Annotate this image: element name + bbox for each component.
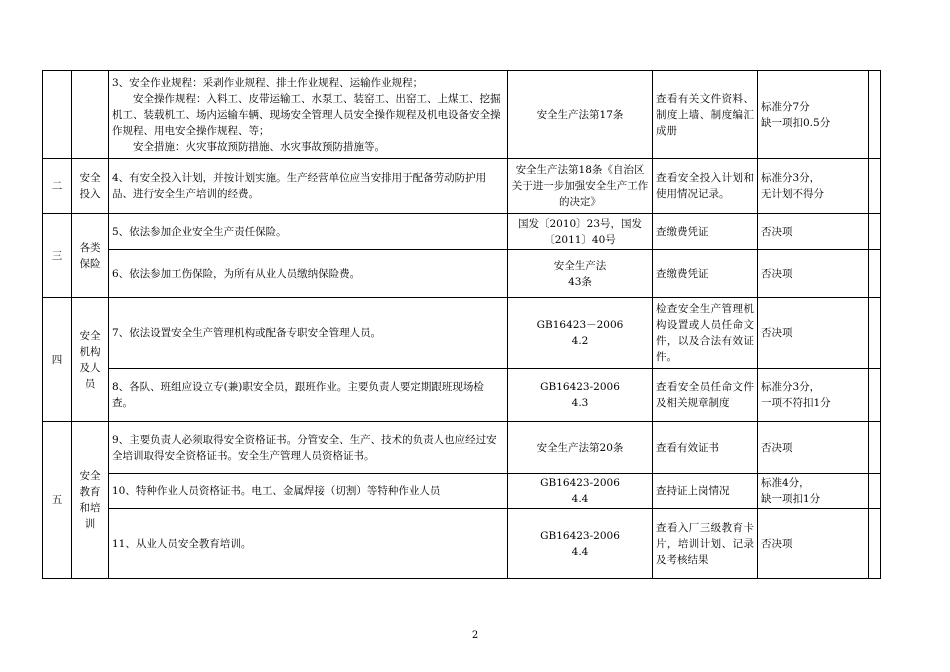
item-content: 4、有安全投入计划，并按计划实施。生产经营单位应当安排用于配备劳动防护用品、进行安全生产培训的经费。 <box>109 159 508 214</box>
item-content: 5、依法参加企业安全生产责任保险。 <box>109 214 508 250</box>
table-row <box>43 159 881 214</box>
page-number: 2 <box>471 630 479 641</box>
section-category: 安全机构及人员 <box>72 298 109 422</box>
score-cell <box>869 298 881 369</box>
score-cell <box>869 159 881 214</box>
inspection-method: 查看有效证书 <box>653 422 758 474</box>
legal-basis: GB16423－2006 4.2 <box>508 298 653 369</box>
section-number: 三 <box>43 214 72 298</box>
section-number: 二 <box>43 159 72 214</box>
legal-basis: 安全生产法 43条 <box>508 250 653 298</box>
legal-basis: GB16423-2006 4.4 <box>508 474 653 509</box>
scoring-standard: 否决项 <box>758 214 869 250</box>
table-row <box>43 509 881 579</box>
score-cell <box>869 422 881 474</box>
scoring-standard: 标准分3分， 一项不符扣1分 <box>758 369 869 422</box>
table-row <box>43 214 881 250</box>
inspection-method: 查缴费凭证 <box>653 214 758 250</box>
item-content: 9、主要负责人必须取得安全资格证书。分管安全、生产、技术的负责人也应经过安全培训取得安全资格证书。安全生产管理人员资格证书。 <box>109 422 508 474</box>
item-content: 10、特种作业人员资格证书。电工、金属焊接（切割）等特种作业人员 <box>109 474 508 509</box>
score-cell <box>869 71 881 159</box>
legal-basis: GB16423-2006 4.3 <box>508 369 653 422</box>
table-row <box>43 369 881 422</box>
category-cell <box>72 71 109 159</box>
scoring-standard: 否决项 <box>758 422 869 474</box>
scoring-standard: 标准分3分， 无计划不得分 <box>758 159 869 214</box>
score-cell <box>869 214 881 250</box>
legal-basis: GB16423-2006 4.4 <box>508 509 653 579</box>
legal-basis: 安全生产法第17条 <box>508 71 653 159</box>
inspection-method: 查看入厂三级教育卡片，培训计划、记录及考核结果 <box>653 509 758 579</box>
assessment-table <box>42 70 881 579</box>
legal-basis: 安全生产法第18条《自治区关于进一步加强安全生产工作的决定》 <box>508 159 653 214</box>
scoring-standard: 标准4分， 缺一项扣1分 <box>758 474 869 509</box>
score-cell <box>869 509 881 579</box>
scoring-standard: 否决项 <box>758 509 869 579</box>
table-row <box>43 71 881 159</box>
item-content: 3、安全作业规程：采剥作业规程、排土作业规程、运输作业规程； 安全操作规程：入料工、皮带运输工、水泵工、装窑工、出窑工、上煤工、挖掘机工、装载机工、场内运输车辆、现场安全管理人员安全操作规程及机电设备安全操作规程、用电安全操作规程、等； 安全措施：火灾事故预防措施、水灾事故预防措施等。 <box>109 71 508 159</box>
inspection-method: 查持证上岗情况 <box>653 474 758 509</box>
section-category: 安全投入 <box>72 159 109 214</box>
scoring-standard: 标准分7分 缺一项扣0.5分 <box>758 71 869 159</box>
section-category: 安全教育和培训 <box>72 422 109 579</box>
legal-basis: 国发〔2010〕23号，国发〔2011〕40号 <box>508 214 653 250</box>
scoring-standard: 否决项 <box>758 250 869 298</box>
item-content: 8、各队、班组应设立专(兼)职安全员，跟班作业。主要负责人要定期跟班现场检查。 <box>109 369 508 422</box>
inspection-method: 检查安全生产管理机构设置或人员任命文件，以及合法有效证件。 <box>653 298 758 369</box>
section-number-cell <box>43 71 72 159</box>
score-cell <box>869 250 881 298</box>
score-cell <box>869 369 881 422</box>
table-row <box>43 250 881 298</box>
inspection-method: 查看安全员任命文件及相关规章制度 <box>653 369 758 422</box>
table-row <box>43 474 881 509</box>
item-content: 11、从业人员安全教育培训。 <box>109 509 508 579</box>
inspection-method: 查看有关文件资料、制度上墙、制度编汇成册 <box>653 71 758 159</box>
section-category: 各类保险 <box>72 214 109 298</box>
table-row <box>43 298 881 369</box>
inspection-method: 查看安全投入计划和使用情况记录。 <box>653 159 758 214</box>
item-content: 7、依法设置安全生产管理机构或配备专职安全管理人员。 <box>109 298 508 369</box>
table-row <box>43 422 881 474</box>
item-content: 6、依法参加工伤保险，为所有从业人员缴纳保险费。 <box>109 250 508 298</box>
legal-basis: 安全生产法第20条 <box>508 422 653 474</box>
scoring-standard: 否决项 <box>758 298 869 369</box>
section-number: 四 <box>43 298 72 422</box>
score-cell <box>869 474 881 509</box>
section-number: 五 <box>43 422 72 579</box>
inspection-method: 查缴费凭证 <box>653 250 758 298</box>
